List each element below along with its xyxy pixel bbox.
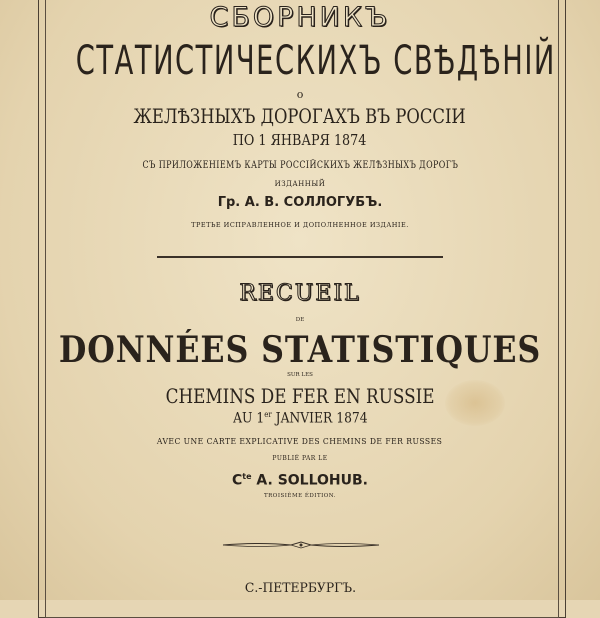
fr-author: $C^{te}$ A. SOLLOHUB.	[232, 472, 368, 489]
ru-subject: ЖЕЛѢЗНЫХЪ ДОРОГАХЪ ВЪ РОССІИ	[133, 104, 467, 128]
ru-title-main: СТАТИСТИЧЕСКИХЪ СВѢДѢНІЙ	[75, 38, 556, 84]
ru-edition: ТРЕТЬЕ ИСПРАВЛЕННОЕ И ДОПОЛНЕННОЕ ИЗДАНІЕ.	[191, 221, 409, 229]
ru-title-line2	[0, 38, 600, 84]
ornamental-rule	[221, 540, 381, 550]
ru-author: Гр. А. В. СОЛЛОГУБЪ.	[217, 195, 383, 210]
ru-date: ПО 1 ЯНВАРЯ 1874	[233, 131, 367, 149]
fr-title-main: DONNÉES STATISTIQUES	[58, 329, 542, 371]
ru-title-word: СБОРНИКЪ	[209, 2, 391, 33]
fr-published: PUBLIÉ PAR LE	[272, 455, 328, 462]
ru-title-line1	[0, 2, 600, 33]
fr-date: AU 1er JANVIER 1874	[232, 410, 368, 427]
ru-about: о	[296, 88, 304, 101]
ru-appendix: СЪ ПРИЛОЖЕНІЕМЪ КАРТЫ РОССІЙСКИХЪ ЖЕЛѢЗНЫХЪ ДОРОГЪ	[142, 160, 458, 171]
fr-appendix: AVEC UNE CARTE EXPLICATIVE DES CHEMINS DE FER RUSSES	[157, 437, 443, 447]
fr-on: SUR LES	[287, 372, 313, 378]
fr-title-line1: RECUEIL	[239, 281, 361, 306]
imprint-city: С.-ПЕТЕРБУРГЪ.	[244, 581, 356, 596]
ru-published: ИЗДАННЫЙ	[274, 180, 326, 188]
fr-subject: CHEMINS DE FER EN RUSSIE	[165, 384, 435, 408]
fr-of: DE	[295, 317, 305, 323]
fr-edition: TROISIÈME ÉDITION.	[264, 493, 336, 499]
section-divider	[157, 256, 443, 258]
